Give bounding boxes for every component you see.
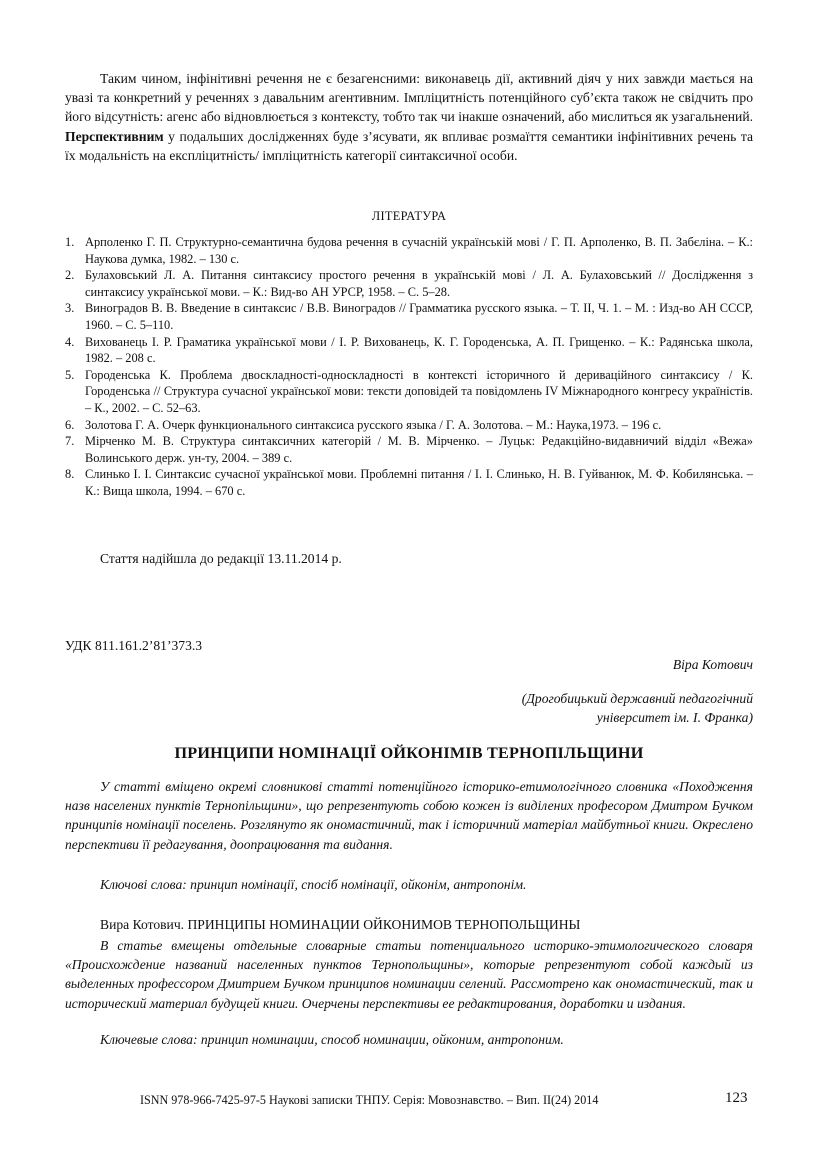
- reference-number: 2.: [65, 268, 75, 283]
- reference-item: [65, 300, 753, 333]
- reference-text: Виноградов В. В. Введение в синтаксис / В.В. Виноградов // Грамматика русского языка. – Т. II, Ч. 1. – М. : Изд-во АН СССР, 1960. – С. 5–110.: [85, 301, 753, 332]
- reference-item: [65, 433, 753, 466]
- keywords-ru: Ключевые слова: принцип номинации, способ номинации, ойконим, антропоним.: [100, 1032, 564, 1047]
- reference-text: Вихованець І. Р. Граматика української мови / І. Р. Вихованець, К. Г. Городенська, А. П. Грищенко. – К.: Радянська школа, 1982. – 208 с.: [85, 334, 753, 366]
- reference-item: [65, 367, 753, 417]
- reference-text: Золотова Г. А. Очерк функционального синтаксиса русского языка / Г. А. Золотова. – М.: Наука,1973. – 196 с.: [85, 417, 662, 432]
- article-title: ПРИНЦИПИ НОМІНАЦІЇ ОЙКОНІМІВ ТЕРНОПІЛЬЩИНИ: [174, 744, 644, 762]
- reference-number: 6.: [65, 417, 75, 432]
- reference-number: 8.: [65, 467, 75, 482]
- reference-list: [65, 234, 753, 500]
- received-date: Стаття надійшла до редакції 13.11.2014 р.: [100, 551, 342, 566]
- intro-paragraph: [65, 69, 753, 165]
- reference-text: Булаховський Л. А. Питання синтаксису простого речення в українській мові / Л. А. Булаховський // Дослідження з синтаксису української мови. – К.: Вид-во АН УРСР, 1958. – С. 5–28.: [85, 268, 753, 299]
- author-affiliation: [522, 689, 753, 727]
- page-number: 123: [725, 1090, 748, 1106]
- intro-bold-word: Перспективним: [65, 128, 164, 144]
- literature-title: ЛІТЕРАТУРА: [371, 209, 447, 223]
- reference-number: 4.: [65, 334, 75, 349]
- reference-item: [65, 417, 753, 434]
- reference-text: Слинько І. І. Синтаксис сучасної української мови. Проблемні питання / І. І. Слинько, Н. В. Гуйванюк, М. Ф. Кобилянська. – К.: Вища школа, 1994. – 670 с.: [85, 467, 753, 498]
- reference-text: Арполенко Г. П. Структурно-семантична будова речення в сучасній українській мові / Г. П. Арполенко, В. П. Забєліна. – К.: Наукова думка, 1982. – 130 с.: [85, 235, 753, 266]
- reference-number: 7.: [65, 434, 75, 449]
- author-name: Віра Котович: [672, 657, 753, 672]
- affiliation-line: університет ім. І. Франка): [596, 710, 753, 726]
- abstract-ru: В статье вмещены отдельные словарные статьи потенциального историко-этимологического словаря «Происхождение названий населенных пунктов Тернопольщины», которые репрезентуют собой каждый из выделенных профессором Дмитрием Бучком принципов номинации селений. Рассмотрено как ономастический, так и исторический материал будущей книги. Очерчены перспективы ее редактирования, доработки и издания.: [65, 938, 753, 1011]
- reference-number: 1.: [65, 235, 75, 249]
- keywords-uk: Ключові слова: принцип номінації, спосіб номінації, ойконім, антропонім.: [100, 877, 527, 892]
- reference-item: [65, 334, 753, 367]
- udk-code: УДК 811.161.2’81’373.3: [65, 638, 203, 653]
- reference-text: Городенська К. Проблема двоскладності-односкладності в контексті історичного й дериваційного синтаксису / К. Городенська // Структура сучасної української мови: тексти доповідей та повідомлень IV Міжнародного конгресу україністів. – К., 2002. – С. 52–63.: [85, 367, 753, 415]
- intro-text-end: у подальших дослідженнях буде з’ясувати, як впливає розмаїття семантики інфінітивних речень та їх модальність на експліцитність/ імпліцитність категорії синтаксичної особи.: [65, 128, 753, 163]
- abstract-uk: У статті вміщено окремі словникові статті потенційного історико-етимологічного словника «Походження назв населених пунктів Тернопільщини», що репрезентують собою кожен із виділених професором Дмитром Бучком принципів номінації поселень. Розглянуто як ономастичний, так і історичний матеріал майбутньої книги. Окреслено перспективи її редагування, доопрацювання та видання.: [65, 779, 753, 852]
- intro-text: Таким чином, інфінітивні речення не є безагенсними: виконавець дії, активний діяч у них завжди мається на увазі та конкретний у реченнях з давальним агентивним. Імпліцитність потенційного суб’єкта також не свідчить про його відсутність: агенс або відновлюється з контексту, тобто так чи інакше означений, або мислиться як узагальнений.: [65, 71, 753, 125]
- reference-text: Мірченко М. В. Структура синтаксичних категорій / М. В. Мірченко. – Луцьк: Редакційно-видавничий відділ «Вежа» Волинського держ. ун-ту, 2004. – 389 с.: [85, 434, 753, 465]
- reference-item: [65, 234, 753, 267]
- reference-number: 3.: [65, 301, 75, 316]
- reference-item: [65, 466, 753, 499]
- ru-heading: Вира Котович. ПРИНЦИПЫ НОМИНАЦИИ ОЙКОНИМОВ ТЕРНОПОЛЬЩИНЫ: [100, 917, 581, 932]
- reference-number: 5.: [65, 367, 75, 382]
- reference-item: [65, 267, 753, 300]
- affiliation-line: (Дрогобицький державний педагогічний: [521, 691, 753, 706]
- footer-journal: ISNN 978-966-7425-97-5 Наукові записки ТНПУ. Серія: Мовознавство. – Вип. ІІ(24) 2014: [140, 1093, 599, 1107]
